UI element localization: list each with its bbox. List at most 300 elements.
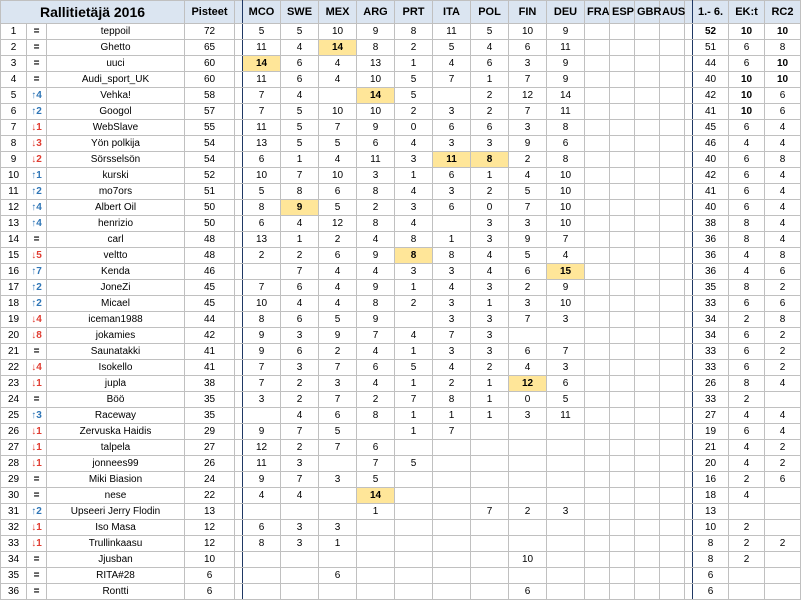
- player-name-cell: Iso Masa: [47, 520, 185, 536]
- rally-score-cell: 3: [281, 328, 319, 344]
- rally-score-cell: [660, 392, 685, 408]
- ek-cell: 4: [729, 136, 765, 152]
- player-name-cell: Saunatakki: [47, 344, 185, 360]
- rally-score-cell: [585, 88, 610, 104]
- rally-score-cell: 9: [547, 24, 585, 40]
- rally-score-cell: 3: [281, 536, 319, 552]
- player-name-cell: Kenda: [47, 264, 185, 280]
- rally-score-cell: 1: [395, 424, 433, 440]
- trend-cell: =: [27, 584, 47, 600]
- table-row: [1, 56, 801, 72]
- rc2-cell: 6: [765, 472, 801, 488]
- points-cell: 55: [185, 120, 235, 136]
- rally-score-cell: 5: [281, 104, 319, 120]
- position-cell: 22: [1, 360, 27, 376]
- table-row: [1, 72, 801, 88]
- rc2-cell: 4: [765, 424, 801, 440]
- rally-score-cell: 6: [243, 152, 281, 168]
- rally-score-cell: 11: [243, 72, 281, 88]
- column-divider: [235, 392, 243, 408]
- column-divider: [235, 504, 243, 520]
- table-row: [1, 296, 801, 312]
- rally-score-cell: [610, 344, 635, 360]
- rc2-cell: 10: [765, 24, 801, 40]
- trend-cell: ↓1: [27, 520, 47, 536]
- rally-score-cell: 5: [319, 200, 357, 216]
- rally-score-cell: 3: [433, 312, 471, 328]
- rally-score-cell: 5: [395, 72, 433, 88]
- rally-score-cell: [635, 232, 660, 248]
- player-name-cell: Miki Biasion: [47, 472, 185, 488]
- points-cell: 50: [185, 200, 235, 216]
- rally-score-cell: 8: [395, 248, 433, 264]
- rally-score-cell: [610, 520, 635, 536]
- rally-score-cell: [635, 440, 660, 456]
- ek-cell: 6: [729, 328, 765, 344]
- rally-score-cell: 3: [281, 360, 319, 376]
- player-name-cell: jokamies: [47, 328, 185, 344]
- rally-score-cell: [660, 408, 685, 424]
- ek-cell: 2: [729, 536, 765, 552]
- rally-score-cell: 1: [319, 536, 357, 552]
- rally-score-cell: [635, 312, 660, 328]
- rally-score-cell: 7: [319, 120, 357, 136]
- sum16-cell: 40: [693, 152, 729, 168]
- rally-score-cell: 9: [243, 344, 281, 360]
- rally-score-cell: 4: [395, 184, 433, 200]
- rally-score-cell: 7: [319, 360, 357, 376]
- rally-score-cell: 1: [433, 232, 471, 248]
- player-name-cell: Audi_sport_UK: [47, 72, 185, 88]
- sum16-cell: 46: [693, 136, 729, 152]
- rally-score-cell: 6: [357, 440, 395, 456]
- sum16-cell: 52: [693, 24, 729, 40]
- rally-score-cell: [660, 568, 685, 584]
- column-divider: [235, 344, 243, 360]
- column-divider: [235, 456, 243, 472]
- ek-cell: 10: [729, 24, 765, 40]
- rally-score-cell: 6: [357, 136, 395, 152]
- trend-cell: =: [27, 552, 47, 568]
- rally-score-cell: [395, 536, 433, 552]
- rally-score-cell: [433, 520, 471, 536]
- sum16-header: 1.- 6.: [693, 1, 729, 24]
- rally-score-cell: 4: [357, 232, 395, 248]
- sum16-cell: 33: [693, 344, 729, 360]
- rally-score-cell: 8: [395, 232, 433, 248]
- rally-score-cell: 12: [243, 440, 281, 456]
- rally-score-cell: [433, 568, 471, 584]
- rally-score-cell: [610, 104, 635, 120]
- rally-score-cell: 13: [243, 136, 281, 152]
- rally-score-cell: 6: [547, 136, 585, 152]
- rally-score-cell: [243, 264, 281, 280]
- rally-score-cell: [635, 184, 660, 200]
- rally-score-cell: 9: [281, 200, 319, 216]
- rally-score-cell: [660, 360, 685, 376]
- rally-score-cell: 7: [281, 472, 319, 488]
- player-name-cell: Upseeri Jerry Flodin: [47, 504, 185, 520]
- rally-score-cell: [585, 536, 610, 552]
- rally-score-cell: 2: [471, 360, 509, 376]
- rally-score-cell: 3: [509, 408, 547, 424]
- rally-score-cell: 6: [509, 344, 547, 360]
- rally-score-cell: 13: [357, 56, 395, 72]
- rally-score-cell: [635, 520, 660, 536]
- column-divider: [685, 504, 693, 520]
- rc2-cell: 4: [765, 216, 801, 232]
- trend-cell: ↓4: [27, 360, 47, 376]
- points-cell: 6: [185, 584, 235, 600]
- rally-score-cell: 7: [509, 200, 547, 216]
- column-divider: [685, 152, 693, 168]
- rally-score-cell: [660, 472, 685, 488]
- rally-score-cell: [660, 88, 685, 104]
- sum16-cell: 33: [693, 392, 729, 408]
- rally-score-cell: [357, 552, 395, 568]
- rally-score-cell: 7: [395, 392, 433, 408]
- points-header: Pisteet: [185, 1, 235, 24]
- rally-score-cell: 6: [281, 56, 319, 72]
- table-row: [1, 376, 801, 392]
- rally-header-fin: FIN: [509, 1, 547, 24]
- rally-score-cell: 1: [471, 392, 509, 408]
- rally-score-cell: 3: [433, 184, 471, 200]
- rally-score-cell: [610, 536, 635, 552]
- ek-cell: 8: [729, 232, 765, 248]
- rally-score-cell: 1: [395, 408, 433, 424]
- rc2-header: RC2: [765, 1, 801, 24]
- rally-score-cell: 10: [547, 200, 585, 216]
- table-row: [1, 104, 801, 120]
- column-divider: [235, 536, 243, 552]
- rally-score-cell: [660, 296, 685, 312]
- column-divider: [235, 200, 243, 216]
- rally-score-cell: 7: [319, 440, 357, 456]
- rally-score-cell: 3: [471, 328, 509, 344]
- player-name-cell: Rontti: [47, 584, 185, 600]
- position-cell: 23: [1, 376, 27, 392]
- table-row: [1, 24, 801, 40]
- rc2-cell: 2: [765, 456, 801, 472]
- rally-score-cell: [243, 408, 281, 424]
- rc2-cell: 4: [765, 232, 801, 248]
- player-name-cell: Zervuska Haidis: [47, 424, 185, 440]
- column-divider: [685, 72, 693, 88]
- rally-score-cell: [660, 104, 685, 120]
- position-cell: 18: [1, 296, 27, 312]
- player-name-cell: Isokello: [47, 360, 185, 376]
- rally-score-cell: 3: [433, 344, 471, 360]
- position-cell: 34: [1, 552, 27, 568]
- rally-score-cell: [319, 88, 357, 104]
- position-cell: 26: [1, 424, 27, 440]
- rally-header-prt: PRT: [395, 1, 433, 24]
- rally-score-cell: [635, 424, 660, 440]
- rc2-cell: 4: [765, 200, 801, 216]
- column-divider: [685, 440, 693, 456]
- rally-score-cell: [509, 488, 547, 504]
- rally-score-cell: 8: [243, 312, 281, 328]
- points-cell: 44: [185, 312, 235, 328]
- rally-score-cell: [547, 328, 585, 344]
- rally-score-cell: [471, 536, 509, 552]
- rally-score-cell: 6: [509, 584, 547, 600]
- rally-score-cell: [660, 264, 685, 280]
- rally-score-cell: 4: [395, 136, 433, 152]
- rally-score-cell: [635, 40, 660, 56]
- rally-score-cell: 2: [471, 104, 509, 120]
- rally-score-cell: [395, 568, 433, 584]
- ek-cell: 6: [729, 120, 765, 136]
- rally-score-cell: [635, 392, 660, 408]
- player-name-cell: Trullinkaasu: [47, 536, 185, 552]
- rally-score-cell: 7: [547, 344, 585, 360]
- rally-score-cell: 3: [433, 104, 471, 120]
- rally-score-cell: 4: [319, 264, 357, 280]
- rally-score-cell: 9: [547, 280, 585, 296]
- player-name-cell: Albert Oil: [47, 200, 185, 216]
- trend-cell: =: [27, 472, 47, 488]
- rc2-cell: 2: [765, 440, 801, 456]
- trend-cell: ↓8: [27, 328, 47, 344]
- rally-score-cell: 8: [547, 120, 585, 136]
- rally-score-cell: [281, 552, 319, 568]
- rally-score-cell: 3: [319, 472, 357, 488]
- rc2-cell: 6: [765, 104, 801, 120]
- rc2-cell: 2: [765, 280, 801, 296]
- rc2-cell: 8: [765, 40, 801, 56]
- rally-score-cell: [585, 344, 610, 360]
- rally-score-cell: [585, 440, 610, 456]
- rally-score-cell: 9: [509, 232, 547, 248]
- points-cell: 13: [185, 504, 235, 520]
- ek-cell: 4: [729, 248, 765, 264]
- rally-score-cell: [660, 40, 685, 56]
- points-cell: 29: [185, 424, 235, 440]
- rally-score-cell: [610, 40, 635, 56]
- points-cell: 60: [185, 72, 235, 88]
- rally-score-cell: [395, 584, 433, 600]
- trend-cell: ↑2: [27, 104, 47, 120]
- column-divider: [235, 472, 243, 488]
- rally-score-cell: [509, 328, 547, 344]
- position-cell: 15: [1, 248, 27, 264]
- player-name-cell: Böö: [47, 392, 185, 408]
- rally-score-cell: 4: [281, 488, 319, 504]
- rally-score-cell: 4: [281, 40, 319, 56]
- column-divider: [685, 184, 693, 200]
- rally-score-cell: 2: [281, 248, 319, 264]
- points-cell: 48: [185, 248, 235, 264]
- rally-score-cell: 1: [395, 168, 433, 184]
- rally-score-cell: 3: [319, 520, 357, 536]
- points-cell: 26: [185, 456, 235, 472]
- column-divider: [685, 24, 693, 40]
- rally-score-cell: [610, 184, 635, 200]
- rally-score-cell: [610, 568, 635, 584]
- rally-score-cell: 8: [243, 536, 281, 552]
- column-divider: [235, 520, 243, 536]
- points-cell: 27: [185, 440, 235, 456]
- sum16-cell: 41: [693, 184, 729, 200]
- rally-score-cell: 1: [395, 280, 433, 296]
- rally-score-cell: [610, 488, 635, 504]
- table-row: [1, 152, 801, 168]
- trend-cell: =: [27, 568, 47, 584]
- trend-cell: ↑2: [27, 296, 47, 312]
- column-divider: [235, 24, 243, 40]
- rally-score-cell: 5: [395, 360, 433, 376]
- rally-score-cell: 6: [547, 376, 585, 392]
- rally-score-cell: [635, 344, 660, 360]
- rally-score-cell: 8: [357, 408, 395, 424]
- rally-score-cell: [660, 328, 685, 344]
- rc2-cell: [765, 552, 801, 568]
- rally-score-cell: 1: [471, 168, 509, 184]
- points-cell: 65: [185, 40, 235, 56]
- player-name-cell: jupla: [47, 376, 185, 392]
- column-divider: [685, 168, 693, 184]
- column-divider: [235, 120, 243, 136]
- rally-score-cell: 6: [433, 120, 471, 136]
- rally-score-cell: 14: [243, 56, 281, 72]
- rally-score-cell: 9: [319, 328, 357, 344]
- rally-header-arg: ARG: [357, 1, 395, 24]
- table-row: [1, 536, 801, 552]
- table-row: [1, 120, 801, 136]
- rc2-cell: 4: [765, 120, 801, 136]
- table-row: [1, 264, 801, 280]
- rally-score-cell: 10: [243, 296, 281, 312]
- rally-score-cell: 8: [547, 152, 585, 168]
- rally-score-cell: 7: [243, 104, 281, 120]
- rally-score-cell: [547, 536, 585, 552]
- rally-score-cell: [547, 488, 585, 504]
- sum16-cell: 42: [693, 168, 729, 184]
- rally-score-cell: 10: [357, 72, 395, 88]
- rally-score-cell: [610, 552, 635, 568]
- column-divider: [685, 456, 693, 472]
- rally-score-cell: [585, 408, 610, 424]
- rally-score-cell: [610, 56, 635, 72]
- sum16-cell: 51: [693, 40, 729, 56]
- rally-score-cell: 3: [547, 360, 585, 376]
- points-cell: 12: [185, 520, 235, 536]
- rc2-cell: 4: [765, 376, 801, 392]
- rally-score-cell: 0: [509, 392, 547, 408]
- rally-score-cell: [660, 120, 685, 136]
- rally-score-cell: [319, 456, 357, 472]
- ek-cell: 6: [729, 344, 765, 360]
- rally-score-cell: 9: [357, 312, 395, 328]
- trend-cell: =: [27, 488, 47, 504]
- sum16-cell: 21: [693, 440, 729, 456]
- rally-score-cell: [610, 216, 635, 232]
- rally-score-cell: [635, 280, 660, 296]
- rally-score-cell: 4: [319, 296, 357, 312]
- rally-score-cell: [610, 408, 635, 424]
- rally-score-cell: [471, 488, 509, 504]
- column-divider: [235, 280, 243, 296]
- rally-score-cell: 1: [395, 56, 433, 72]
- rally-score-cell: 2: [319, 344, 357, 360]
- rally-score-cell: 3: [509, 296, 547, 312]
- rally-score-cell: 2: [357, 392, 395, 408]
- column-divider: [235, 568, 243, 584]
- points-cell: 72: [185, 24, 235, 40]
- rally-score-cell: 5: [243, 24, 281, 40]
- rc2-cell: 10: [765, 72, 801, 88]
- table-row: [1, 248, 801, 264]
- points-cell: 58: [185, 88, 235, 104]
- rally-score-cell: 4: [433, 56, 471, 72]
- rally-score-cell: [660, 72, 685, 88]
- rally-score-cell: 4: [395, 216, 433, 232]
- rally-score-cell: 11: [547, 40, 585, 56]
- column-divider: [685, 296, 693, 312]
- rally-score-cell: 5: [243, 184, 281, 200]
- rally-header-mex: MEX: [319, 1, 357, 24]
- rally-score-cell: [635, 136, 660, 152]
- column-divider: [685, 264, 693, 280]
- rally-score-cell: [635, 120, 660, 136]
- rally-score-cell: 11: [547, 408, 585, 424]
- trend-cell: =: [27, 56, 47, 72]
- position-cell: 25: [1, 408, 27, 424]
- rally-header-deu: DEU: [547, 1, 585, 24]
- rally-score-cell: 8: [433, 392, 471, 408]
- position-cell: 14: [1, 232, 27, 248]
- position-cell: 19: [1, 312, 27, 328]
- sum16-cell: 13: [693, 504, 729, 520]
- column-divider: [235, 72, 243, 88]
- position-cell: 1: [1, 24, 27, 40]
- rc2-cell: 8: [765, 248, 801, 264]
- position-cell: 5: [1, 88, 27, 104]
- table-row: [1, 552, 801, 568]
- rally-score-cell: 6: [319, 248, 357, 264]
- rally-score-cell: [585, 40, 610, 56]
- rally-score-cell: [509, 568, 547, 584]
- rally-score-cell: 7: [243, 88, 281, 104]
- column-divider: [685, 472, 693, 488]
- rally-score-cell: [357, 568, 395, 584]
- rally-score-cell: [547, 472, 585, 488]
- column-divider: [685, 216, 693, 232]
- rally-score-cell: [610, 424, 635, 440]
- sum16-cell: 19: [693, 424, 729, 440]
- points-cell: 45: [185, 296, 235, 312]
- rally-score-cell: 3: [509, 216, 547, 232]
- trend-cell: ↓4: [27, 312, 47, 328]
- rally-score-cell: 5: [319, 312, 357, 328]
- table-row: [1, 200, 801, 216]
- points-cell: 35: [185, 408, 235, 424]
- rally-score-cell: 4: [243, 488, 281, 504]
- rally-score-cell: 4: [471, 264, 509, 280]
- rally-score-cell: 2: [281, 376, 319, 392]
- player-name-cell: talpela: [47, 440, 185, 456]
- rally-score-cell: [635, 472, 660, 488]
- rally-score-cell: [585, 360, 610, 376]
- column-divider: [235, 152, 243, 168]
- rc2-cell: 6: [765, 296, 801, 312]
- rally-score-cell: [319, 584, 357, 600]
- rally-score-cell: [243, 568, 281, 584]
- rally-score-cell: 11: [433, 152, 471, 168]
- rally-score-cell: [585, 328, 610, 344]
